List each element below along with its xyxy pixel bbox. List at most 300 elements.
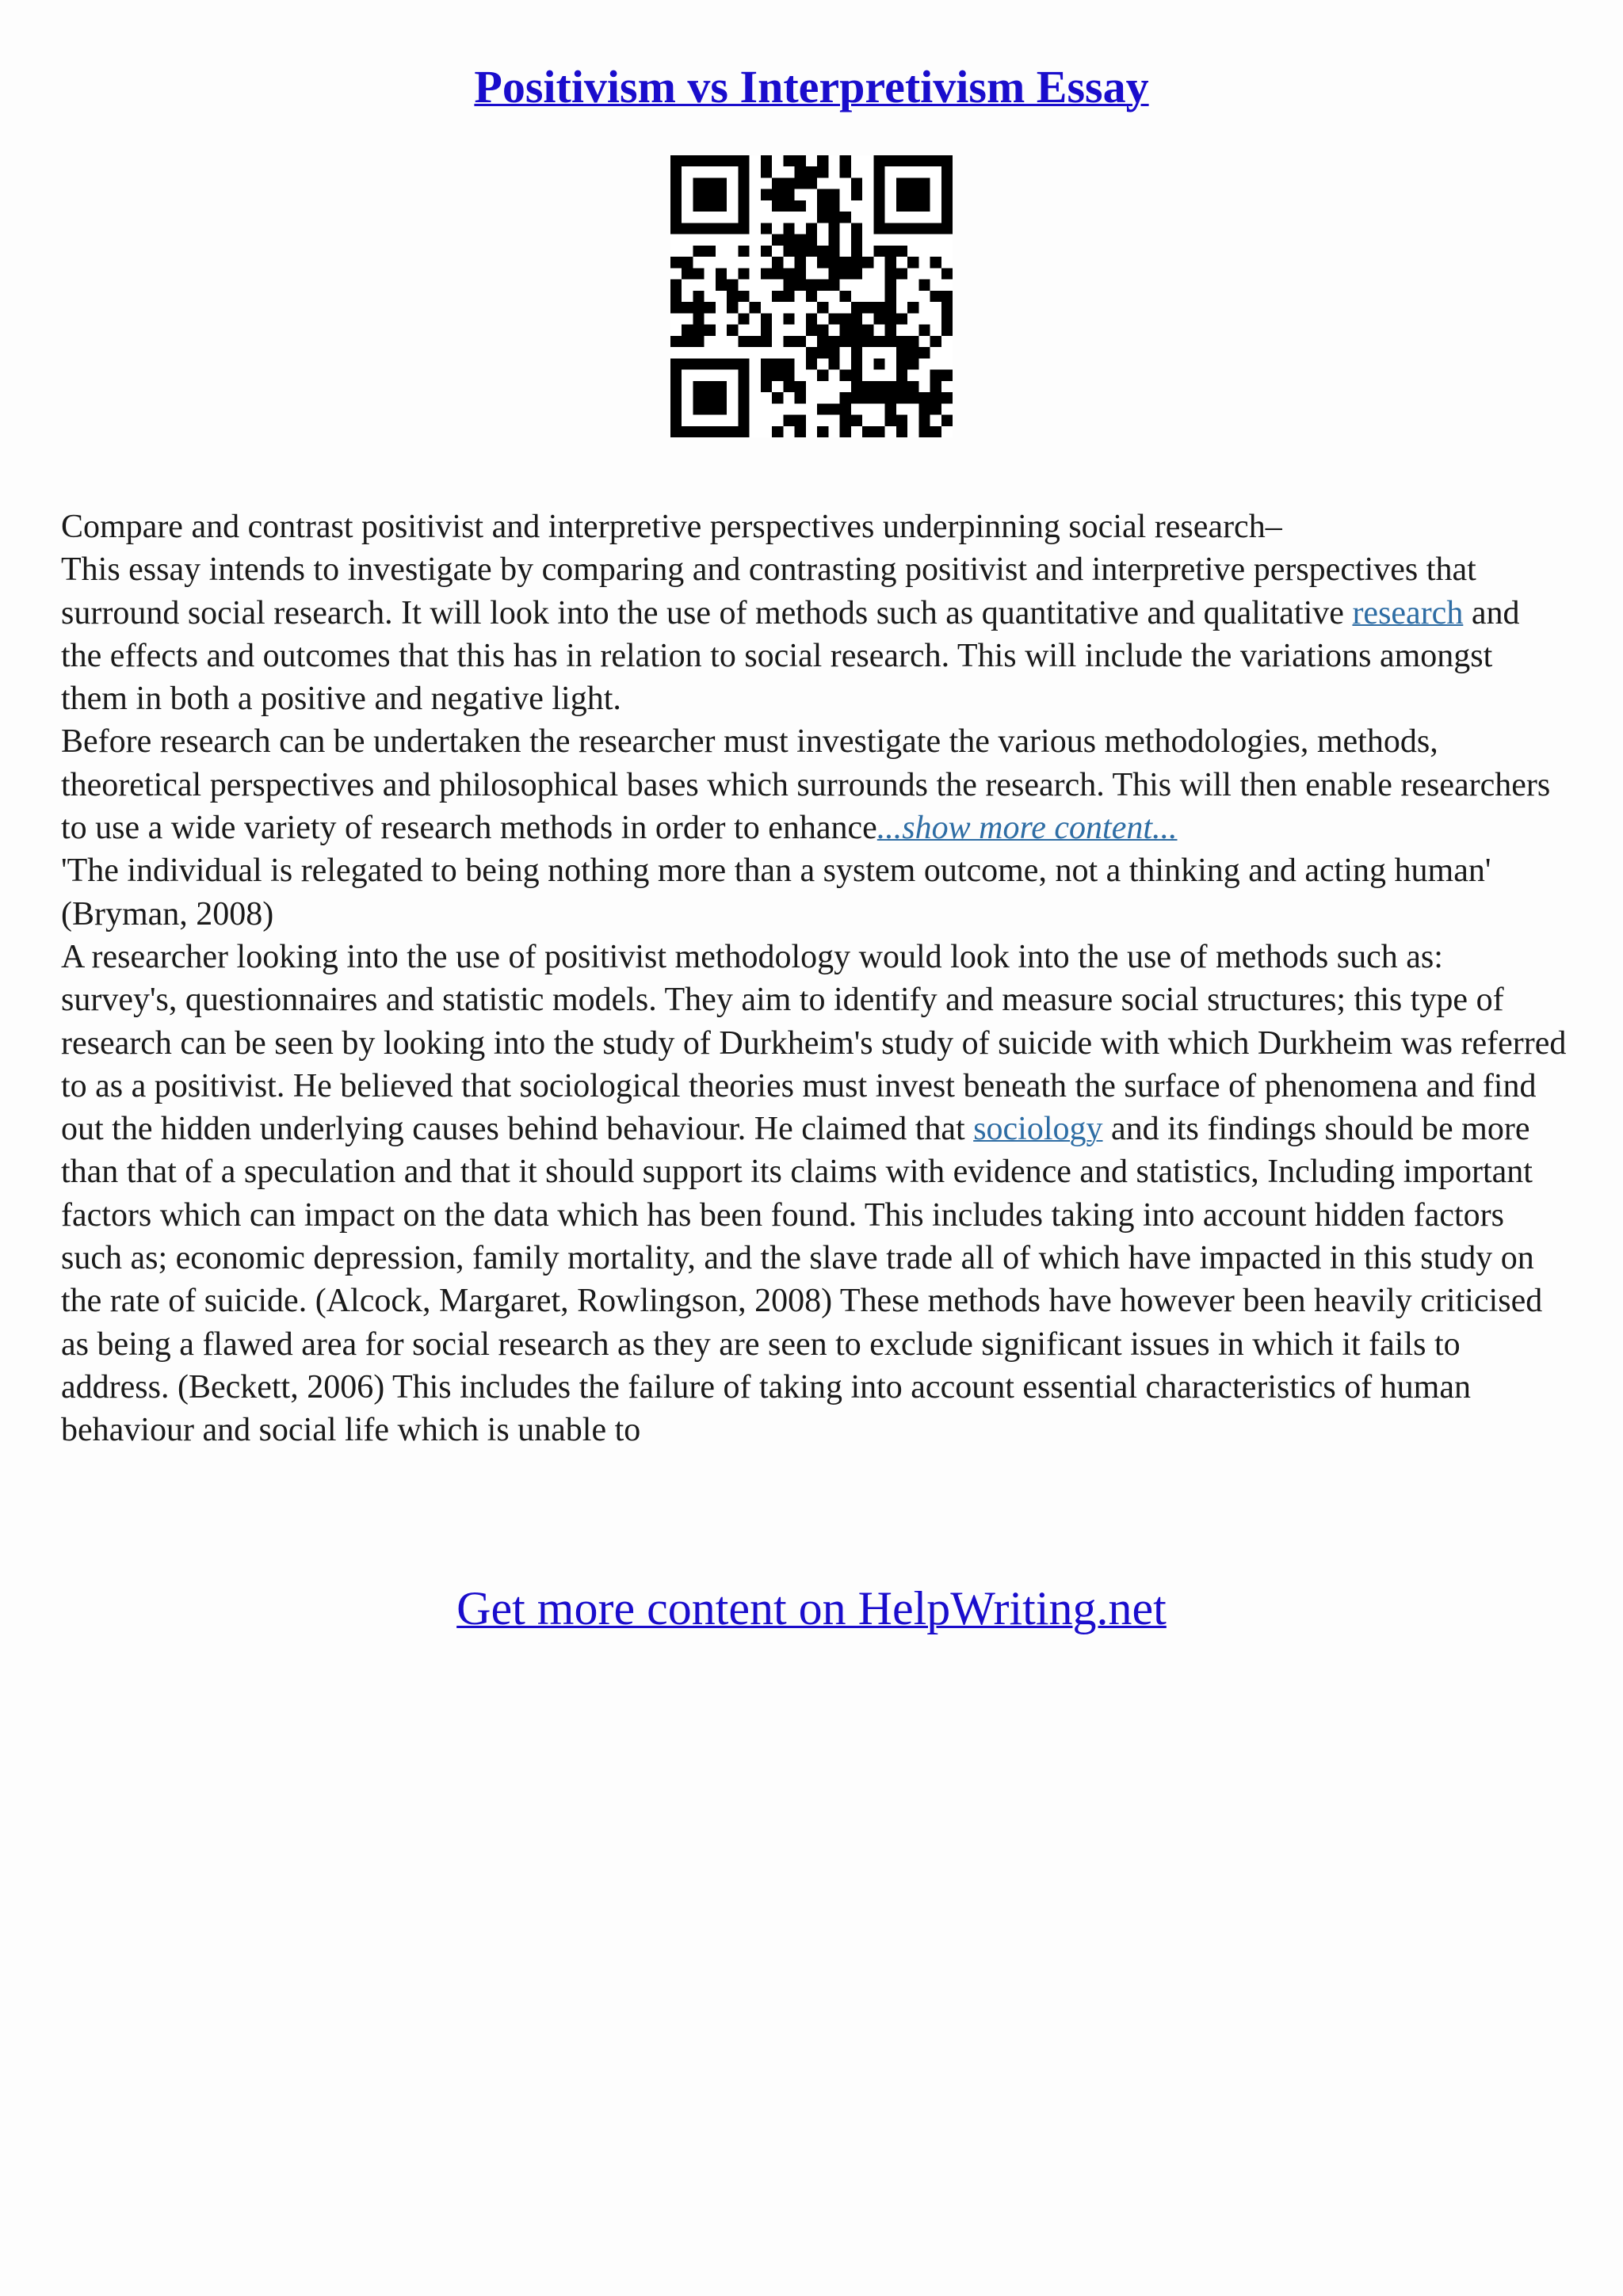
qr-module [896, 347, 907, 358]
qr-module [772, 177, 783, 189]
title-link[interactable]: Positivism vs Interpretivism Essay [474, 61, 1149, 113]
qr-module [783, 223, 794, 234]
qr-module [705, 392, 716, 403]
qr-module [670, 200, 682, 212]
qr-module [783, 235, 794, 246]
qr-module [851, 268, 862, 279]
qr-module [795, 155, 806, 166]
qr-module [828, 257, 839, 268]
qr-module [693, 302, 704, 313]
qr-module [738, 155, 749, 166]
qr-module [896, 268, 907, 279]
qr-module [817, 302, 828, 313]
qr-module [918, 155, 930, 166]
qr-module [705, 325, 716, 336]
qr-module [716, 280, 727, 291]
qr-module [862, 325, 873, 336]
qr-module [885, 268, 896, 279]
qr-module [806, 291, 817, 302]
qr-module [670, 177, 682, 189]
qr-module [918, 347, 930, 358]
qr-module [761, 313, 772, 324]
qr-module [873, 336, 884, 347]
qr-module [670, 155, 682, 166]
qr-module [930, 426, 941, 437]
qr-module [873, 155, 884, 166]
qr-module [693, 381, 704, 392]
qr-module [772, 235, 783, 246]
qr-module [840, 325, 851, 336]
qr-module [772, 358, 783, 369]
qr-module [705, 155, 716, 166]
qr-module [716, 177, 727, 189]
qr-module [727, 155, 738, 166]
qr-module [783, 336, 794, 347]
qr-module [727, 358, 738, 369]
qr-module [873, 223, 884, 234]
qr-module [670, 358, 682, 369]
qr-module [941, 370, 953, 381]
qr-module [862, 302, 873, 313]
qr-module [828, 280, 839, 291]
qr-module [670, 403, 682, 414]
qr-module [705, 358, 716, 369]
qr-module [862, 392, 873, 403]
qr-module [873, 358, 884, 369]
qr-module [896, 392, 907, 403]
qr-module [738, 336, 749, 347]
qr-module [828, 336, 839, 347]
qr-module [761, 370, 772, 381]
qr-module [795, 280, 806, 291]
paragraph-1 [61, 505, 1567, 548]
qr-module [930, 403, 941, 414]
qr-module [885, 403, 896, 414]
qr-module [761, 189, 772, 200]
qr-module [885, 302, 896, 313]
qr-module [693, 246, 704, 257]
qr-module [693, 268, 704, 279]
qr-module [738, 381, 749, 392]
qr-module [873, 177, 884, 189]
qr-module [705, 381, 716, 392]
qr-module [705, 189, 716, 200]
paragraph-2 [61, 548, 1567, 720]
qr-module [941, 200, 953, 212]
qr-module [795, 257, 806, 268]
qr-module [885, 223, 896, 234]
qr-module [670, 189, 682, 200]
qr-module [930, 155, 941, 166]
paragraph-5-text-before: A researcher looking into the use of positivist methodology would look into the use of methods such as: survey's, questionnaires and statistic models. They aim to identify and measure social structures; this type of research can be seen by looking into the study of Durkheim's study of suicide with which Durkheim was referred to as a positivist. He believed that sociological theories must invest beneath the surface of phenomena and find out the hidden underlying causes behind behaviour. He claimed that [61, 938, 1567, 1148]
qr-module [941, 291, 953, 302]
qr-module [817, 257, 828, 268]
qr-module [738, 403, 749, 414]
qr-module [761, 268, 772, 279]
qr-module [738, 392, 749, 403]
qr-module [862, 381, 873, 392]
qr-module [682, 223, 693, 234]
qr-module [750, 302, 761, 313]
qr-module [772, 189, 783, 200]
qr-module [783, 200, 794, 212]
qr-module [705, 403, 716, 414]
qr-module [907, 381, 918, 392]
essay-body [61, 505, 1567, 1452]
qr-module [817, 325, 828, 336]
qr-module [840, 166, 851, 177]
qr-module [941, 268, 953, 279]
qr-module [761, 381, 772, 392]
qr-module [693, 336, 704, 347]
qr-module [772, 392, 783, 403]
qr-module [761, 358, 772, 369]
qr-module [716, 381, 727, 392]
qr-module [817, 212, 828, 223]
qr-module [761, 246, 772, 257]
qr-module [670, 426, 682, 437]
qr-module [851, 392, 862, 403]
qr-module [918, 426, 930, 437]
qr-module [750, 336, 761, 347]
qr-module [727, 426, 738, 437]
qr-module [907, 336, 918, 347]
qr-module [840, 370, 851, 381]
qr-module [907, 358, 918, 369]
qr-module [783, 246, 794, 257]
qr-module [670, 336, 682, 347]
qr-module [738, 189, 749, 200]
qr-module [873, 166, 884, 177]
qr-module [738, 358, 749, 369]
qr-module [941, 325, 953, 336]
qr-module [670, 302, 682, 313]
qr-module [783, 381, 794, 392]
qr-module [828, 313, 839, 324]
qr-module [806, 177, 817, 189]
qr-module [885, 246, 896, 257]
qr-module [941, 313, 953, 324]
qr-module [783, 280, 794, 291]
qr-module [716, 268, 727, 279]
qr-module [885, 381, 896, 392]
show-more-link[interactable]: ...show more content... [876, 810, 1178, 847]
qr-module [896, 381, 907, 392]
qr-module [670, 415, 682, 426]
qr-module [772, 200, 783, 212]
paragraph-2-text-before: This essay intends to investigate by comparing and contrasting positivist and interpretive perspectives that surround social research. It will look into the use of methods such as quantitative and qualitative [61, 551, 1476, 631]
qr-module [682, 257, 693, 268]
qr-module [705, 200, 716, 212]
qr-module [941, 212, 953, 223]
qr-module [885, 392, 896, 403]
qr-module [896, 189, 907, 200]
qr-module [918, 200, 930, 212]
qr-module [873, 246, 884, 257]
paragraph-5 [61, 936, 1567, 1452]
qr-module [930, 381, 941, 392]
qr-module [941, 415, 953, 426]
qr-module [670, 381, 682, 392]
qr-module [828, 189, 839, 200]
qr-module [907, 155, 918, 166]
qr-module [828, 212, 839, 223]
qr-module [716, 223, 727, 234]
get-more-content-link[interactable]: Get more content on HelpWriting.net [456, 1582, 1167, 1634]
qr-module [896, 155, 907, 166]
qr-module [817, 280, 828, 291]
qr-module [851, 313, 862, 324]
qr-module [727, 223, 738, 234]
qr-module [806, 347, 817, 358]
qr-module [817, 166, 828, 177]
qr-module [851, 235, 862, 246]
qr-module [896, 200, 907, 212]
qr-module [817, 189, 828, 200]
qr-module [873, 200, 884, 212]
qr-module [727, 280, 738, 291]
qr-module [716, 189, 727, 200]
qr-module [828, 235, 839, 246]
qr-module [761, 155, 772, 166]
qr-module [705, 426, 716, 437]
qr-module [930, 223, 941, 234]
qr-module [930, 257, 941, 268]
qr-module [795, 268, 806, 279]
qr-module [930, 370, 941, 381]
qr-module [873, 381, 884, 392]
qr-module [682, 302, 693, 313]
qr-module [896, 336, 907, 347]
qr-module [896, 415, 907, 426]
qr-module [727, 325, 738, 336]
qr-module [716, 200, 727, 212]
qr-module [873, 302, 884, 313]
qr-module [682, 426, 693, 437]
qr-module [873, 313, 884, 324]
qr-module [795, 426, 806, 437]
qr-module [682, 155, 693, 166]
qr-module [693, 392, 704, 403]
qr-module [682, 325, 693, 336]
qr-module [716, 358, 727, 369]
qr-module [896, 246, 907, 257]
qr-module [693, 325, 704, 336]
qr-module [806, 358, 817, 369]
paragraph-5-text-after: and its findings should be more than that of a speculation and that it should support its claims with evidence and statistics, Including important factors which can impact on the data which has been found. This includes taking into account hidden factors such as; economic depression, family mortality, and the slave trade all of which have impacted in this study on the rate of suicide. (Alcock, Margaret, Rowlingson, 2008) These methods have however been heavily criticised as being a flawed area for social research as they are seen to exclude significant issues in which it fails to address. (Beckett, 2006) This includes the failure of taking into account essential characteristics of human behaviour and social life which is unable to [61, 1111, 1543, 1449]
qr-module [693, 155, 704, 166]
qr-module [738, 246, 749, 257]
qr-module [851, 257, 862, 268]
qr-module [693, 291, 704, 302]
qr-module [693, 426, 704, 437]
qr-module [716, 155, 727, 166]
qr-module [795, 166, 806, 177]
qr-module [930, 336, 941, 347]
qr-module [851, 177, 862, 189]
qr-module [840, 415, 851, 426]
qr-code-icon [670, 155, 953, 437]
qr-module [885, 280, 896, 291]
qr-module [862, 426, 873, 437]
qr-module [693, 200, 704, 212]
qr-module [738, 223, 749, 234]
qr-module [828, 223, 839, 234]
qr-module [806, 235, 817, 246]
qr-module [705, 246, 716, 257]
qr-module [896, 426, 907, 437]
qr-module [885, 257, 896, 268]
qr-module [670, 370, 682, 381]
qr-module [738, 415, 749, 426]
qr-module [795, 200, 806, 212]
qr-module [918, 403, 930, 414]
qr-module [806, 313, 817, 324]
qr-module [772, 291, 783, 302]
qr-module [670, 280, 682, 291]
qr-module [851, 415, 862, 426]
qr-module [918, 223, 930, 234]
qr-module [817, 336, 828, 347]
qr-module [772, 426, 783, 437]
qr-module [873, 212, 884, 223]
qr-module [907, 257, 918, 268]
qr-module [851, 381, 862, 392]
qr-module [795, 246, 806, 257]
qr-module [682, 336, 693, 347]
qr-module [828, 246, 839, 257]
sociology-link[interactable]: sociology [973, 1111, 1103, 1148]
qr-module [795, 415, 806, 426]
qr-module [885, 155, 896, 166]
qr-module [670, 212, 682, 223]
research-link[interactable]: research [1352, 594, 1464, 631]
qr-module [907, 223, 918, 234]
qr-module [716, 426, 727, 437]
qr-module [670, 257, 682, 268]
paragraph-4 [61, 849, 1567, 936]
qr-module [840, 212, 851, 223]
qr-module [885, 415, 896, 426]
qr-module [772, 257, 783, 268]
qr-module [783, 189, 794, 200]
qr-module [828, 403, 839, 414]
qr-module [783, 268, 794, 279]
qr-module [862, 336, 873, 347]
qr-module [851, 358, 862, 369]
qr-module [851, 189, 862, 200]
paragraph-1-text: Compare and contrast positivist and interpretive perspectives underpinning social research– [61, 509, 1282, 545]
qr-module [795, 177, 806, 189]
qr-module [941, 155, 953, 166]
qr-module [851, 223, 862, 234]
qr-module [783, 177, 794, 189]
qr-module [727, 291, 738, 302]
qr-module [761, 336, 772, 347]
qr-module [828, 347, 839, 358]
qr-module [738, 212, 749, 223]
qr-module [806, 223, 817, 234]
qr-module [772, 268, 783, 279]
qr-module [670, 223, 682, 234]
qr-module [806, 166, 817, 177]
qr-module [918, 280, 930, 291]
qr-module [783, 358, 794, 369]
qr-module [941, 166, 953, 177]
qr-module [738, 426, 749, 437]
qr-module [716, 392, 727, 403]
qr-module [941, 223, 953, 234]
qr-module [840, 403, 851, 414]
qr-module [783, 415, 794, 426]
qr-module [817, 370, 828, 381]
qr-module [761, 223, 772, 234]
qr-module [930, 392, 941, 403]
qr-module [761, 166, 772, 177]
qr-module [783, 291, 794, 302]
qr-module [840, 336, 851, 347]
qr-module [873, 392, 884, 403]
document-title [0, 55, 1623, 119]
qr-module [817, 426, 828, 437]
qr-module [738, 166, 749, 177]
quote-text: 'The individual is relegated to being nothing more than a system outcome, not a thinking and acting human' (Bryman, 2008) [61, 852, 1491, 933]
qr-module [795, 336, 806, 347]
qr-module [840, 392, 851, 403]
qr-module [930, 291, 941, 302]
qr-module [693, 223, 704, 234]
qr-module [738, 200, 749, 212]
qr-module [896, 223, 907, 234]
qr-module [873, 426, 884, 437]
qr-module [693, 358, 704, 369]
qr-module [840, 257, 851, 268]
qr-module [851, 370, 862, 381]
qr-module [795, 381, 806, 392]
qr-module [693, 177, 704, 189]
qr-module [817, 347, 828, 358]
qr-module [693, 403, 704, 414]
qr-module [716, 403, 727, 414]
qr-module [851, 347, 862, 358]
qr-module [907, 189, 918, 200]
qr-module [738, 268, 749, 279]
qr-module [918, 415, 930, 426]
qr-module [738, 313, 749, 324]
qr-module [941, 302, 953, 313]
qr-module [806, 246, 817, 257]
qr-module [862, 257, 873, 268]
qr-module [783, 313, 794, 324]
qr-module [795, 392, 806, 403]
qr-module [941, 392, 953, 403]
qr-module [918, 189, 930, 200]
qr-module [738, 291, 749, 302]
paragraph-2-text-after: and the effects and outcomes that this has in relation to social research. This will include the variations amongst them in both a positive and negative light. [61, 594, 1520, 718]
qr-module [817, 200, 828, 212]
qr-module [907, 302, 918, 313]
paragraph-3-text: Before research can be undertaken the researcher must investigate the various methodologies, methods, theoretical perspectives and philosophical bases which surrounds the research. This will then enable researchers to use a wide variety of research methods in order to enhance [61, 723, 1551, 847]
qr-module [896, 358, 907, 369]
qr-module [670, 392, 682, 403]
qr-module [693, 313, 704, 324]
qr-module [840, 426, 851, 437]
paragraph-3 [61, 720, 1567, 849]
qr-module [817, 155, 828, 166]
qr-module [907, 200, 918, 212]
qr-module [885, 313, 896, 324]
qr-module [873, 189, 884, 200]
